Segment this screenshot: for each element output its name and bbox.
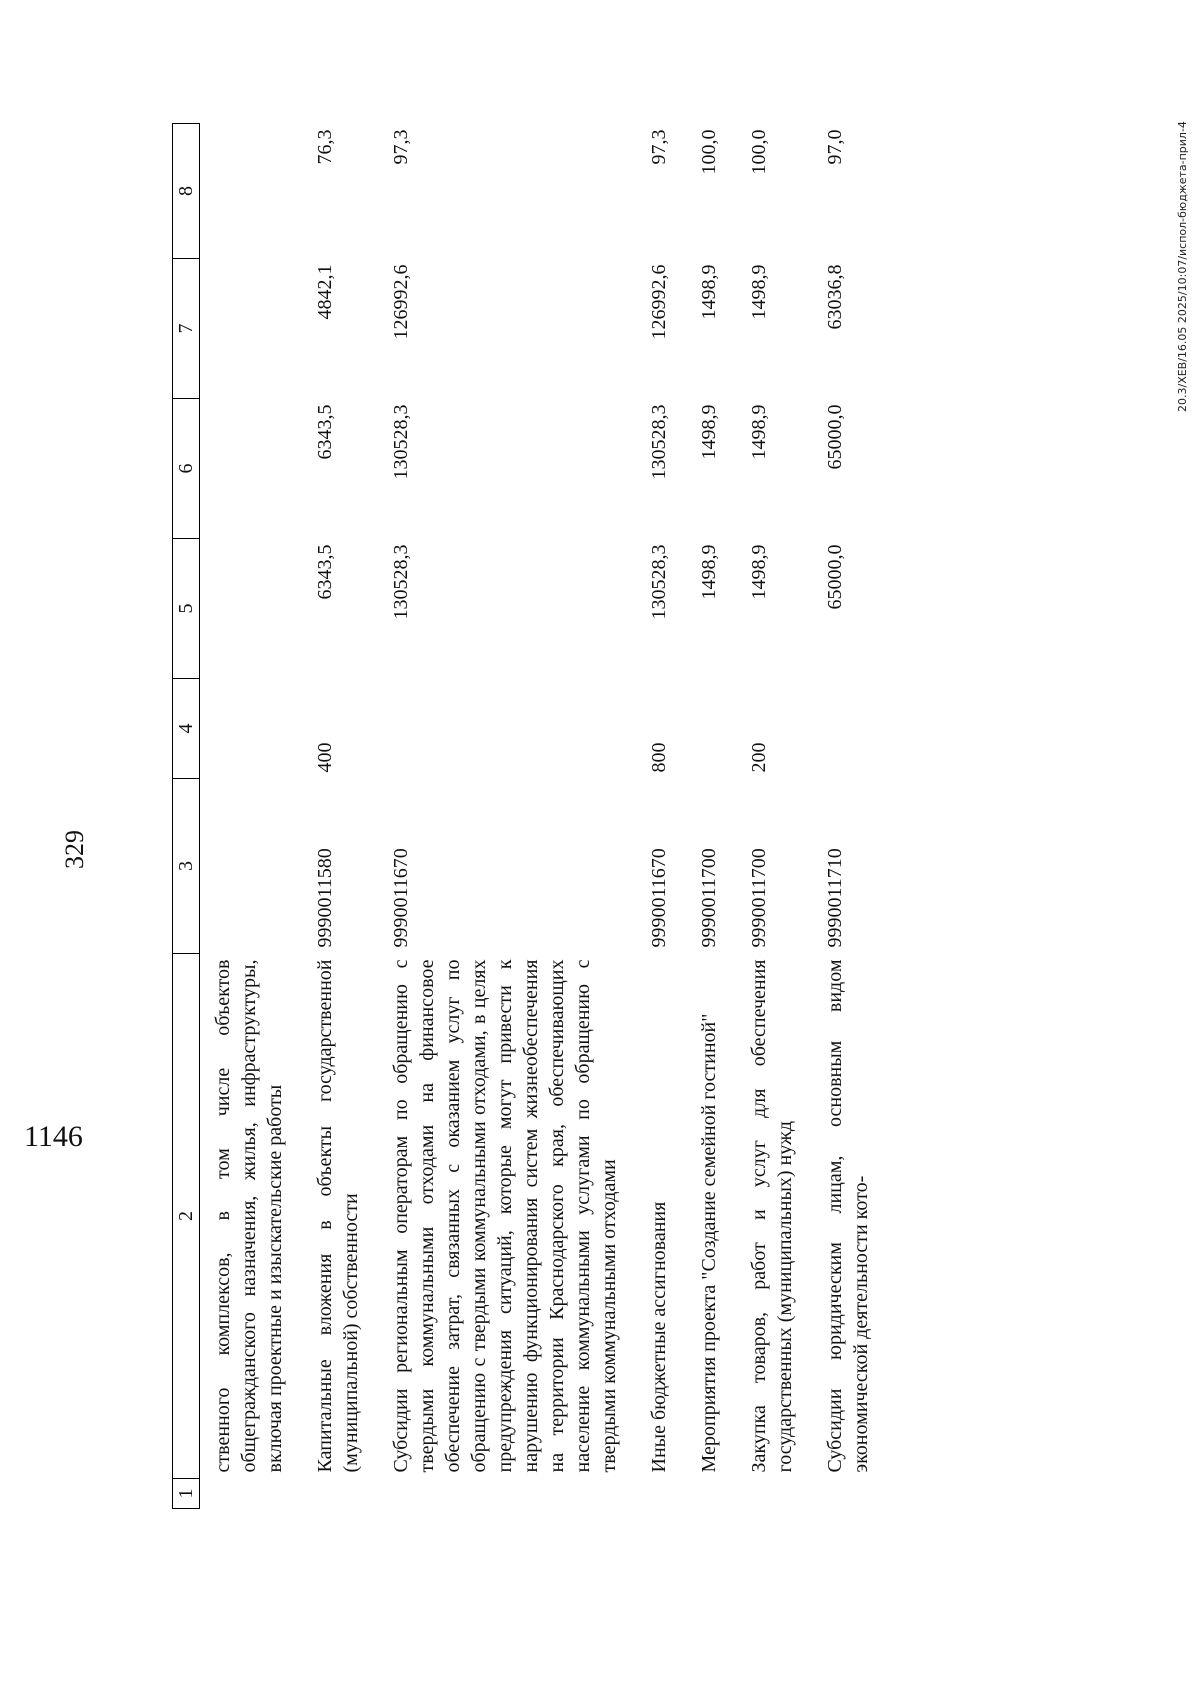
row-value-7: 1498,9 bbox=[748, 264, 770, 320]
row-value-7: 1498,9 bbox=[698, 264, 720, 320]
table-row bbox=[686, 124, 736, 1509]
row-value-6: 1498,9 bbox=[698, 404, 720, 460]
row-description: Мероприятия проекта "Создание семейной гостиной" bbox=[698, 1013, 720, 1473]
row-value-7: 63036,8 bbox=[824, 264, 846, 330]
row-group bbox=[812, 679, 888, 779]
row-value-6: 6343,5 bbox=[314, 404, 336, 460]
table-row bbox=[812, 124, 888, 1509]
row-value-6 bbox=[200, 399, 303, 539]
row-value-8 bbox=[200, 124, 303, 259]
row-value-8: 76,3 bbox=[314, 129, 336, 165]
row-value-5: 1498,9 bbox=[698, 544, 720, 600]
row-code: 9990011670 bbox=[390, 848, 412, 948]
table-row bbox=[636, 124, 686, 1509]
table-row bbox=[378, 124, 636, 1509]
row-group bbox=[200, 679, 303, 779]
row-value-8: 97,3 bbox=[390, 129, 412, 165]
row-value-8: 100,0 bbox=[698, 129, 720, 175]
header-col-3: 3 bbox=[173, 779, 200, 954]
sheet-number: 1146 bbox=[24, 1120, 83, 1153]
table-header-row bbox=[173, 124, 200, 1509]
row-value-6: 130528,3 bbox=[390, 404, 412, 480]
row-description: ственного комплексов, в том числе объектов общегражданского назначения, жилья, инфраструктуры, включая проектные и изыскательские работы bbox=[212, 959, 286, 1473]
row-group: 400 bbox=[314, 742, 336, 773]
header-col-1: 1 bbox=[173, 1479, 200, 1509]
row-value-7: 126992,6 bbox=[390, 264, 412, 340]
row-description: Закупка товаров, работ и услуг для обеспечения государственных (муниципальных) нужд bbox=[748, 959, 796, 1473]
table-row bbox=[200, 124, 303, 1509]
row-value-5: 1498,9 bbox=[748, 544, 770, 600]
row-value-6: 65000,0 bbox=[824, 404, 846, 470]
header-col-8: 8 bbox=[173, 124, 200, 259]
row-group: 200 bbox=[748, 742, 770, 773]
header-col-2: 2 bbox=[173, 954, 200, 1479]
row-group bbox=[378, 679, 636, 779]
row-value-7: 126992,6 bbox=[648, 264, 670, 340]
row-value-8: 97,0 bbox=[824, 129, 846, 165]
header-col-5: 5 bbox=[173, 539, 200, 679]
budget-table bbox=[172, 123, 888, 1509]
table-row bbox=[302, 124, 378, 1509]
row-group bbox=[686, 679, 736, 779]
row-value-5: 65000,0 bbox=[824, 544, 846, 610]
row-value-7: 4842,1 bbox=[314, 264, 336, 320]
row-code bbox=[200, 779, 303, 954]
row-value-5: 130528,3 bbox=[648, 544, 670, 620]
footer-document-code: 20.3/ХЕВ/16.05 2025/10:07/испол-бюджета-прил-4 bbox=[1176, 121, 1189, 412]
row-value-8: 97,3 bbox=[648, 129, 670, 165]
row-value-5 bbox=[200, 539, 303, 679]
row-code: 9990011670 bbox=[648, 848, 670, 948]
row-value-5: 130528,3 bbox=[390, 544, 412, 620]
page-number: 329 bbox=[60, 830, 89, 869]
table-row bbox=[736, 124, 812, 1509]
header-col-7: 7 bbox=[173, 259, 200, 399]
header-col-4: 4 bbox=[173, 679, 200, 779]
row-code: 9990011700 bbox=[748, 848, 770, 948]
row-code: 9990011580 bbox=[314, 848, 336, 948]
row-code: 9990011710 bbox=[824, 848, 846, 948]
row-group: 800 bbox=[648, 742, 670, 773]
row-value-5: 6343,5 bbox=[314, 544, 336, 600]
row-value-6: 1498,9 bbox=[748, 404, 770, 460]
row-code: 9990011700 bbox=[698, 848, 720, 948]
row-description: Субсидии юридическим лицам, основным видом экономической деятельности кото- bbox=[824, 959, 872, 1473]
row-description: Капитальные вложения в объекты государственной (муниципальной) собственности bbox=[314, 959, 362, 1473]
row-description: Иные бюджетные ассигнования bbox=[648, 1201, 670, 1473]
row-value-6: 130528,3 bbox=[648, 404, 670, 480]
row-value-8: 100,0 bbox=[748, 129, 770, 175]
row-description: Субсидии региональным операторам по обращению с твердыми коммунальными отходами на финансовое обеспечение затрат, связанных с оказанием услуг по обращению с твердыми коммунальными отходами, в целях предупреждения ситуаций, которые могут привести к нарушению функционирования систем жизнеобеспечения на территории Краснодарского края, обеспечивающих население коммунальными услугами по обращению с твердыми коммунальными отходами bbox=[390, 959, 620, 1473]
header-col-6: 6 bbox=[173, 399, 200, 539]
row-value-7 bbox=[200, 259, 303, 399]
